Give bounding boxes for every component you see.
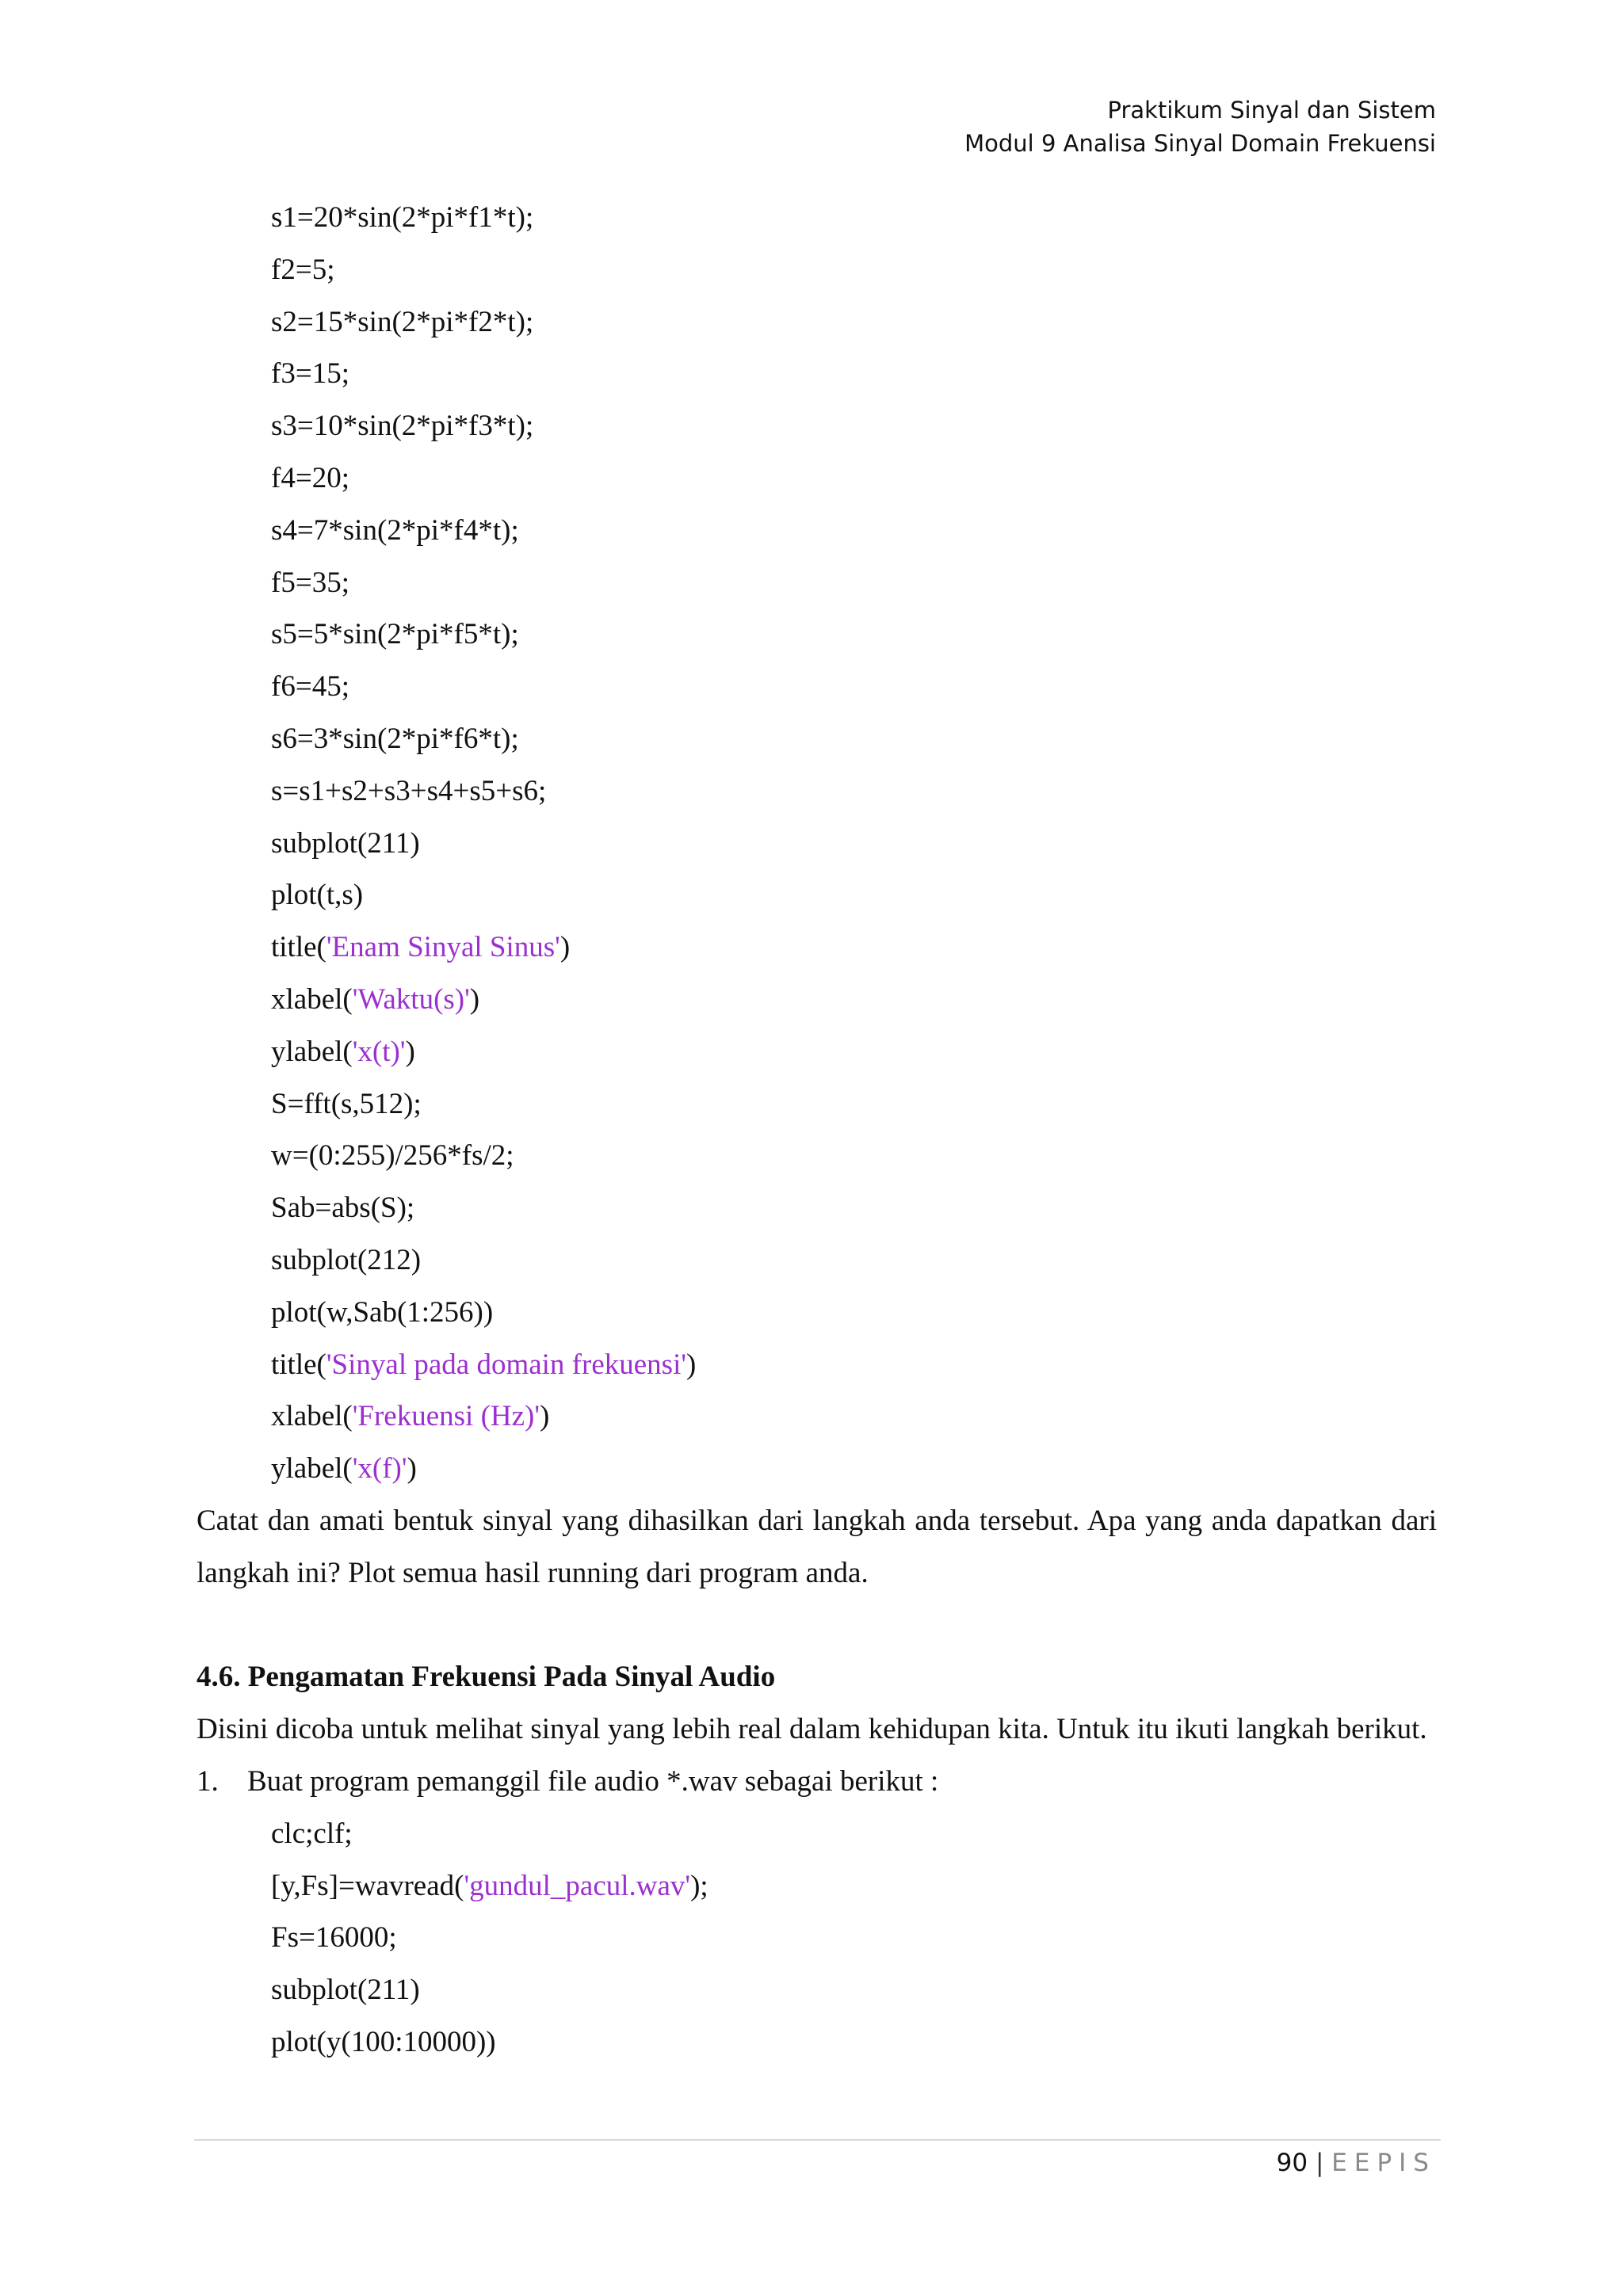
code-block-signal-synthesis	[197, 192, 1437, 1495]
header-course-title: Praktikum Sinyal dan Sistem	[1107, 97, 1436, 124]
code-text: )	[559, 931, 571, 964]
code-text: f4=20;	[271, 461, 349, 494]
code-line	[271, 1808, 1437, 1860]
code-text: plot(w,Sab(1:256))	[271, 1295, 494, 1329]
code-text: plot(t,s)	[271, 879, 364, 912]
code-string-literal: 'Frekuensi (Hz)'	[352, 1400, 540, 1433]
section-heading: 4.6. Pengamatan Frekuensi Pada Sinyal Audio	[197, 1661, 776, 1694]
code-string-literal: 'gundul_pacul.wav'	[464, 1869, 691, 1902]
code-line	[271, 869, 1437, 921]
code-line	[271, 1860, 1437, 1913]
code-line	[271, 1130, 1437, 1182]
code-line	[271, 1912, 1437, 1964]
code-text: )	[407, 1452, 417, 1486]
code-line	[271, 818, 1437, 870]
code-text: ylabel(	[271, 1035, 353, 1068]
code-text: )	[405, 1035, 415, 1068]
code-text: S=fft(s,512);	[271, 1087, 422, 1120]
code-line	[271, 2016, 1437, 2069]
code-text: subplot(211)	[271, 1974, 420, 2007]
code-text: );	[690, 1869, 708, 1902]
code-text: s2=15*sin(2*pi*f2*t);	[271, 305, 534, 338]
code-line	[271, 713, 1437, 765]
footer-divider	[194, 2139, 1441, 2141]
code-line	[271, 452, 1437, 505]
instruction-paragraph: Catat dan amati bentuk sinyal yang dihasilkan dari langkah anda tersebut. Apa yang anda dapatkan dari langkah ini? Plot semua hasil running dari program anda.	[197, 1504, 1437, 1589]
code-text: w=(0:255)/256*fs/2;	[271, 1139, 514, 1173]
code-line	[271, 765, 1437, 818]
code-text: subplot(211)	[271, 826, 420, 860]
code-line	[271, 1390, 1437, 1443]
code-text: s4=7*sin(2*pi*f4*t);	[271, 513, 519, 547]
list-item-text: Buat program pemanggil file audio *.wav sebagai berikut :	[247, 1764, 939, 1798]
code-text: clc;clf;	[271, 1817, 353, 1850]
code-line	[271, 400, 1437, 452]
list-item-number: 1.	[197, 1764, 219, 1798]
section-intro-paragraph: Disini dicoba untuk melihat sinyal yang lebih real dalam kehidupan kita. Untuk itu ikuti langkah berikut.	[197, 1713, 1427, 1746]
code-string-literal: 'Sinyal pada domain frekuensi'	[326, 1348, 687, 1381]
code-line	[271, 921, 1437, 974]
code-line	[271, 1026, 1437, 1078]
page-header	[964, 93, 1436, 160]
code-line	[271, 296, 1437, 349]
code-line	[271, 244, 1437, 296]
page-content	[197, 192, 1437, 2069]
code-text: s1=20*sin(2*pi*f1*t);	[271, 201, 534, 234]
code-text: f3=15;	[271, 357, 349, 391]
code-text: )	[469, 982, 480, 1016]
code-text: title(	[271, 1348, 327, 1381]
list-item-step-1	[197, 1756, 1437, 1808]
code-text: xlabel(	[271, 982, 353, 1016]
code-line	[271, 192, 1437, 244]
code-text: ylabel(	[271, 1452, 353, 1486]
page-number: 90	[1276, 2149, 1308, 2177]
code-line	[271, 974, 1437, 1026]
code-text: f5=35;	[271, 566, 349, 599]
code-line	[271, 1339, 1437, 1391]
code-line	[271, 661, 1437, 713]
code-line	[271, 1287, 1437, 1339]
code-text: f6=45;	[271, 670, 349, 704]
code-text: s5=5*sin(2*pi*f5*t);	[271, 618, 519, 651]
code-text: Fs=16000;	[271, 1921, 397, 1955]
code-line	[271, 1443, 1437, 1495]
code-text: [y,Fs]=wavread(	[271, 1869, 464, 1902]
code-text: s6=3*sin(2*pi*f6*t);	[271, 722, 519, 755]
code-line	[271, 1234, 1437, 1287]
code-line	[271, 608, 1437, 661]
code-text: )	[540, 1400, 550, 1433]
code-line	[271, 1078, 1437, 1131]
code-text: s=s1+s2+s3+s4+s5+s6;	[271, 774, 547, 807]
code-line	[271, 1182, 1437, 1234]
footer-org: EEPIS	[1331, 2149, 1436, 2177]
code-string-literal: 'Enam Sinyal Sinus'	[326, 931, 560, 964]
code-string-literal: 'x(t)'	[352, 1035, 406, 1068]
code-block-audio-reader	[197, 1808, 1437, 2069]
code-string-literal: 'Waktu(s)'	[352, 982, 470, 1016]
code-text: Sab=abs(S);	[271, 1192, 415, 1225]
header-module-title: Modul 9 Analisa Sinyal Domain Frekuensi	[964, 130, 1436, 157]
code-string-literal: 'x(f)'	[352, 1452, 407, 1486]
code-text: f2=5;	[271, 253, 335, 286]
code-line	[271, 505, 1437, 557]
code-text: plot(y(100:10000))	[271, 2025, 496, 2058]
code-text: xlabel(	[271, 1400, 353, 1433]
code-text: )	[686, 1348, 697, 1381]
code-line	[271, 1964, 1437, 2016]
code-text: s3=10*sin(2*pi*f3*t);	[271, 410, 534, 443]
code-text: subplot(212)	[271, 1243, 422, 1276]
code-line	[271, 557, 1437, 609]
footer-separator: |	[1315, 2149, 1324, 2177]
code-text: title(	[271, 931, 327, 964]
code-line	[271, 348, 1437, 400]
page-footer	[1277, 2145, 1436, 2180]
